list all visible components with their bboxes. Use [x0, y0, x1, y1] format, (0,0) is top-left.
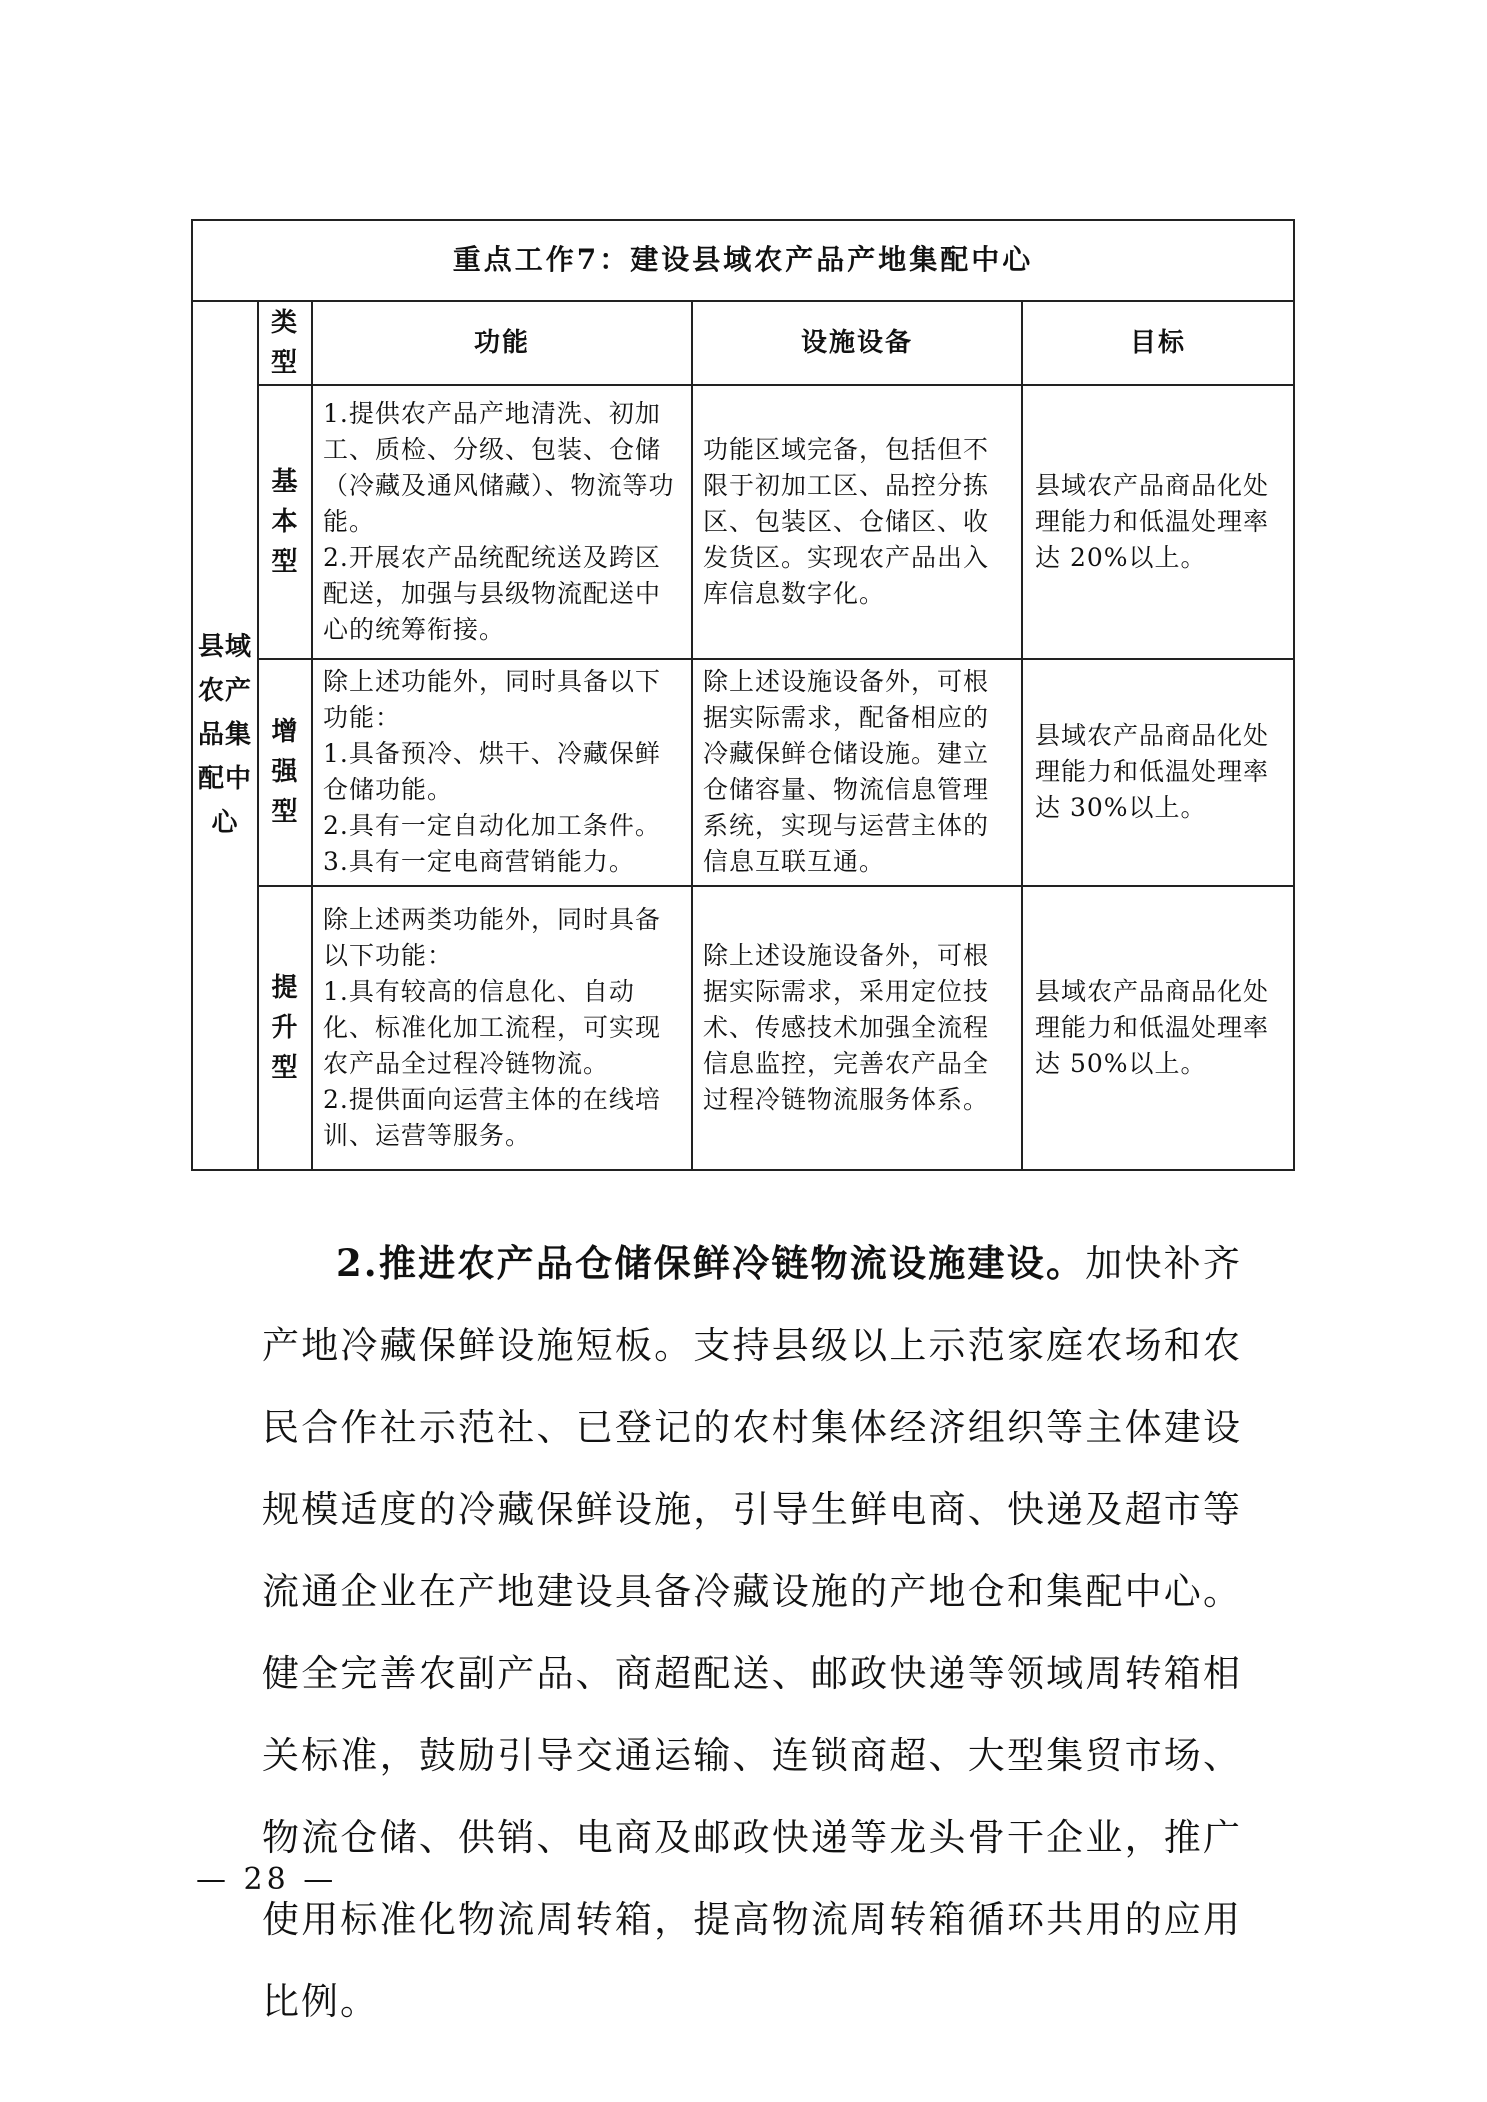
row-type: 增强型 [258, 659, 312, 886]
row-facility: 除上述设施设备外，可根据实际需求，采用定位技术、传感技术加强全流程信息监控，完善农产品全过程冷链物流服务体系。 [692, 886, 1022, 1170]
row-function: 除上述两类功能外，同时具备以下功能： 1.具有较高的信息化、自动化、标准化加工流程，可实现农产品全过程冷链物流。 2.提供面向运营主体的在线培训、运营等服务。 [312, 886, 692, 1170]
table-row [192, 385, 1294, 659]
header-facility: 设施设备 [692, 301, 1022, 386]
row-facility: 功能区域完备，包括但不限于初加工区、品控分拣区、包装区、仓储区、收发货区。实现农产品出入库信息数字化。 [692, 385, 1022, 659]
category-label: 县域农产品集配中心 [192, 301, 258, 1171]
row-goal: 县域农产品商品化处理能力和低温处理率达 30%以上。 [1022, 659, 1294, 886]
header-type: 类型 [258, 301, 312, 386]
table-header-row [192, 301, 1294, 386]
row-goal: 县域农产品商品化处理能力和低温处理率达 50%以上。 [1022, 886, 1294, 1170]
body-paragraph [262, 1222, 1242, 2043]
table-title-row [192, 220, 1294, 301]
header-goal: 目标 [1022, 301, 1294, 386]
header-function: 功能 [312, 301, 692, 386]
table-row [192, 659, 1294, 886]
row-goal: 县域农产品商品化处理能力和低温处理率达 20%以上。 [1022, 385, 1294, 659]
key-work-table [191, 219, 1295, 1171]
row-function: 1.提供农产品产地清洗、初加工、质检、分级、包装、仓储（冷藏及通风储藏）、物流等功能。 2.开展农产品统配统送及跨区配送，加强与县级物流配送中心的统筹衔接。 [312, 385, 692, 659]
row-type: 提升型 [258, 886, 312, 1170]
table-row [192, 886, 1294, 1170]
row-function: 除上述功能外，同时具备以下功能： 1.具备预冷、烘干、冷藏保鲜仓储功能。 2.具有一定自动化加工条件。 3.具有一定电商营销能力。 [312, 659, 692, 886]
row-facility: 除上述设施设备外，可根据实际需求，配备相应的冷藏保鲜仓储设施。建立仓储容量、物流信息管理系统，实现与运营主体的信息互联互通。 [692, 659, 1022, 886]
page-number: — 28 — [196, 1862, 338, 1897]
paragraph-lead: 2.推进农产品仓储保鲜冷链物流设施建设。 [336, 1241, 1086, 1285]
row-type: 基本型 [258, 385, 312, 659]
table-title: 重点工作7：建设县域农产品产地集配中心 [192, 220, 1294, 301]
paragraph-body: 加快补齐产地冷藏保鲜设施短板。支持县级以上示范家庭农场和农民合作社示范社、已登记的农村集体经济组织等主体建设规模适度的冷藏保鲜设施，引导生鲜电商、快递及超市等流通企业在产地建设具备冷藏设施的产地仓和集配中心。健全完善农副产品、商超配送、邮政快递等领域周转箱相关标准，鼓励引导交通运输、连锁商超、大型集贸市场、物流仓储、供销、电商及邮政快递等龙头骨干企业，推广使用标准化物流周转箱，提高物流周转箱循环共用的应用比例。 [262, 1242, 1243, 2023]
